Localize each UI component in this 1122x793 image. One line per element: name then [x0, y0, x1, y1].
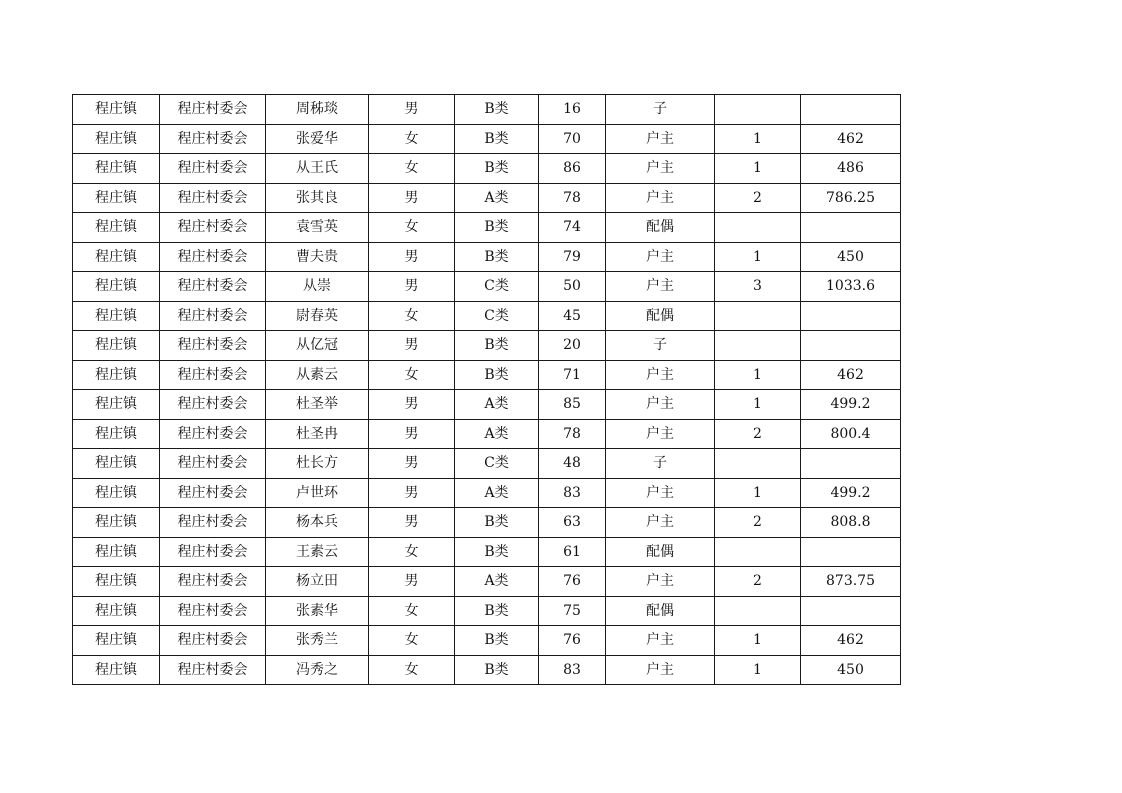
cell-village-committee: 程庄村委会 — [160, 596, 266, 626]
cell-age: 83 — [539, 478, 606, 508]
cell-town: 程庄镇 — [73, 331, 160, 361]
cell-amount — [801, 449, 901, 479]
cell-gender: 女 — [369, 154, 455, 184]
cell-age: 45 — [539, 301, 606, 331]
cell-gender: 女 — [369, 213, 455, 243]
cell-relation: 户主 — [606, 508, 715, 538]
cell-name: 杜长方 — [266, 449, 369, 479]
cell-gender: 女 — [369, 596, 455, 626]
cell-gender: 男 — [369, 331, 455, 361]
cell-household-count: 1 — [715, 154, 801, 184]
cell-age: 70 — [539, 124, 606, 154]
cell-relation: 户主 — [606, 272, 715, 302]
cell-age: 76 — [539, 567, 606, 597]
cell-gender: 女 — [369, 626, 455, 656]
cell-name: 从亿冠 — [266, 331, 369, 361]
table-row — [73, 626, 901, 656]
cell-amount: 486 — [801, 154, 901, 184]
cell-gender: 女 — [369, 360, 455, 390]
cell-household-count — [715, 449, 801, 479]
cell-village-committee: 程庄村委会 — [160, 655, 266, 685]
cell-household-count: 1 — [715, 360, 801, 390]
cell-age: 61 — [539, 537, 606, 567]
cell-village-committee: 程庄村委会 — [160, 360, 266, 390]
cell-village-committee: 程庄村委会 — [160, 390, 266, 420]
cell-household-count — [715, 331, 801, 361]
cell-amount: 450 — [801, 655, 901, 685]
cell-village-committee: 程庄村委会 — [160, 537, 266, 567]
table-body — [73, 95, 901, 685]
cell-relation: 户主 — [606, 626, 715, 656]
cell-town: 程庄镇 — [73, 183, 160, 213]
cell-age: 16 — [539, 95, 606, 125]
cell-category: B类 — [455, 154, 539, 184]
cell-town: 程庄镇 — [73, 95, 160, 125]
cell-name: 张其良 — [266, 183, 369, 213]
table-row — [73, 183, 901, 213]
cell-town: 程庄镇 — [73, 213, 160, 243]
cell-gender: 女 — [369, 537, 455, 567]
cell-village-committee: 程庄村委会 — [160, 449, 266, 479]
cell-household-count — [715, 301, 801, 331]
cell-relation: 户主 — [606, 242, 715, 272]
cell-household-count — [715, 213, 801, 243]
cell-household-count: 1 — [715, 242, 801, 272]
cell-name: 杨立田 — [266, 567, 369, 597]
cell-household-count: 2 — [715, 419, 801, 449]
cell-village-committee: 程庄村委会 — [160, 213, 266, 243]
cell-town: 程庄镇 — [73, 596, 160, 626]
cell-age: 48 — [539, 449, 606, 479]
cell-gender: 男 — [369, 272, 455, 302]
table-row — [73, 154, 901, 184]
cell-age: 74 — [539, 213, 606, 243]
table-row — [73, 331, 901, 361]
cell-household-count — [715, 596, 801, 626]
cell-relation: 子 — [606, 331, 715, 361]
cell-household-count: 1 — [715, 655, 801, 685]
cell-relation: 户主 — [606, 478, 715, 508]
cell-gender: 男 — [369, 390, 455, 420]
cell-gender: 男 — [369, 567, 455, 597]
cell-village-committee: 程庄村委会 — [160, 478, 266, 508]
cell-relation: 户主 — [606, 419, 715, 449]
cell-town: 程庄镇 — [73, 242, 160, 272]
cell-gender: 女 — [369, 124, 455, 154]
cell-amount: 462 — [801, 626, 901, 656]
cell-amount: 800.4 — [801, 419, 901, 449]
cell-town: 程庄镇 — [73, 626, 160, 656]
cell-category: B类 — [455, 213, 539, 243]
cell-amount — [801, 537, 901, 567]
cell-town: 程庄镇 — [73, 154, 160, 184]
cell-relation: 户主 — [606, 655, 715, 685]
cell-relation: 配偶 — [606, 301, 715, 331]
cell-town: 程庄镇 — [73, 124, 160, 154]
cell-category: B类 — [455, 596, 539, 626]
cell-category: A类 — [455, 390, 539, 420]
cell-town: 程庄镇 — [73, 419, 160, 449]
cell-household-count: 2 — [715, 508, 801, 538]
table-row — [73, 213, 901, 243]
cell-amount: 873.75 — [801, 567, 901, 597]
cell-household-count: 1 — [715, 626, 801, 656]
table-row — [73, 95, 901, 125]
cell-amount: 1033.6 — [801, 272, 901, 302]
cell-name: 周秭琰 — [266, 95, 369, 125]
cell-amount: 450 — [801, 242, 901, 272]
cell-household-count: 2 — [715, 567, 801, 597]
cell-amount — [801, 596, 901, 626]
cell-village-committee: 程庄村委会 — [160, 626, 266, 656]
cell-category: B类 — [455, 95, 539, 125]
cell-name: 杜圣举 — [266, 390, 369, 420]
cell-name: 尉春英 — [266, 301, 369, 331]
cell-household-count — [715, 95, 801, 125]
cell-village-committee: 程庄村委会 — [160, 124, 266, 154]
cell-category: B类 — [455, 655, 539, 685]
cell-relation: 户主 — [606, 567, 715, 597]
data-table — [72, 94, 901, 685]
cell-category: B类 — [455, 331, 539, 361]
cell-village-committee: 程庄村委会 — [160, 154, 266, 184]
table-row — [73, 301, 901, 331]
cell-category: C类 — [455, 301, 539, 331]
cell-relation: 配偶 — [606, 537, 715, 567]
cell-category: B类 — [455, 360, 539, 390]
cell-gender: 女 — [369, 301, 455, 331]
cell-category: B类 — [455, 124, 539, 154]
cell-village-committee: 程庄村委会 — [160, 331, 266, 361]
cell-village-committee: 程庄村委会 — [160, 567, 266, 597]
cell-gender: 男 — [369, 95, 455, 125]
cell-town: 程庄镇 — [73, 360, 160, 390]
cell-name: 杨本兵 — [266, 508, 369, 538]
cell-household-count: 3 — [715, 272, 801, 302]
cell-relation: 户主 — [606, 183, 715, 213]
cell-town: 程庄镇 — [73, 567, 160, 597]
cell-relation: 子 — [606, 449, 715, 479]
cell-household-count: 1 — [715, 478, 801, 508]
cell-gender: 女 — [369, 655, 455, 685]
cell-gender: 男 — [369, 508, 455, 538]
cell-name: 袁雪英 — [266, 213, 369, 243]
cell-town: 程庄镇 — [73, 537, 160, 567]
cell-village-committee: 程庄村委会 — [160, 272, 266, 302]
cell-name: 张素华 — [266, 596, 369, 626]
cell-gender: 男 — [369, 242, 455, 272]
cell-gender: 男 — [369, 419, 455, 449]
cell-gender: 男 — [369, 183, 455, 213]
cell-town: 程庄镇 — [73, 301, 160, 331]
table-row — [73, 596, 901, 626]
cell-age: 75 — [539, 596, 606, 626]
cell-village-committee: 程庄村委会 — [160, 301, 266, 331]
cell-amount: 462 — [801, 124, 901, 154]
cell-name: 从素云 — [266, 360, 369, 390]
cell-household-count: 2 — [715, 183, 801, 213]
cell-age: 78 — [539, 183, 606, 213]
cell-relation: 户主 — [606, 390, 715, 420]
cell-name: 杜圣冉 — [266, 419, 369, 449]
cell-amount — [801, 331, 901, 361]
cell-category: B类 — [455, 508, 539, 538]
cell-household-count — [715, 537, 801, 567]
cell-age: 71 — [539, 360, 606, 390]
table-row — [73, 390, 901, 420]
cell-category: C类 — [455, 449, 539, 479]
cell-category: B类 — [455, 537, 539, 567]
cell-village-committee: 程庄村委会 — [160, 508, 266, 538]
cell-age: 79 — [539, 242, 606, 272]
cell-relation: 户主 — [606, 124, 715, 154]
cell-relation: 户主 — [606, 154, 715, 184]
cell-amount — [801, 213, 901, 243]
cell-amount — [801, 95, 901, 125]
cell-amount: 808.8 — [801, 508, 901, 538]
cell-village-committee: 程庄村委会 — [160, 242, 266, 272]
cell-age: 78 — [539, 419, 606, 449]
cell-amount: 499.2 — [801, 390, 901, 420]
cell-age: 50 — [539, 272, 606, 302]
cell-town: 程庄镇 — [73, 478, 160, 508]
cell-age: 85 — [539, 390, 606, 420]
table-row — [73, 567, 901, 597]
cell-relation: 子 — [606, 95, 715, 125]
cell-name: 曹夫贵 — [266, 242, 369, 272]
table-row — [73, 124, 901, 154]
table-row — [73, 449, 901, 479]
cell-relation: 户主 — [606, 360, 715, 390]
cell-village-committee: 程庄村委会 — [160, 95, 266, 125]
table-row — [73, 360, 901, 390]
cell-name: 张爱华 — [266, 124, 369, 154]
cell-category: B类 — [455, 242, 539, 272]
cell-name: 张秀兰 — [266, 626, 369, 656]
cell-town: 程庄镇 — [73, 508, 160, 538]
cell-age: 76 — [539, 626, 606, 656]
cell-village-committee: 程庄村委会 — [160, 183, 266, 213]
table-row — [73, 242, 901, 272]
cell-category: A类 — [455, 567, 539, 597]
cell-age: 63 — [539, 508, 606, 538]
cell-category: A类 — [455, 183, 539, 213]
cell-age: 86 — [539, 154, 606, 184]
cell-household-count: 1 — [715, 124, 801, 154]
cell-name: 王素云 — [266, 537, 369, 567]
cell-village-committee: 程庄村委会 — [160, 419, 266, 449]
cell-name: 卢世环 — [266, 478, 369, 508]
table-row — [73, 478, 901, 508]
cell-category: A类 — [455, 419, 539, 449]
cell-town: 程庄镇 — [73, 272, 160, 302]
cell-name: 从王氏 — [266, 154, 369, 184]
cell-amount: 499.2 — [801, 478, 901, 508]
cell-name: 冯秀之 — [266, 655, 369, 685]
cell-town: 程庄镇 — [73, 655, 160, 685]
cell-relation: 配偶 — [606, 213, 715, 243]
cell-amount: 786.25 — [801, 183, 901, 213]
table-row — [73, 272, 901, 302]
cell-town: 程庄镇 — [73, 449, 160, 479]
cell-category: B类 — [455, 626, 539, 656]
cell-amount — [801, 301, 901, 331]
cell-age: 83 — [539, 655, 606, 685]
cell-household-count: 1 — [715, 390, 801, 420]
cell-relation: 配偶 — [606, 596, 715, 626]
cell-town: 程庄镇 — [73, 390, 160, 420]
cell-gender: 男 — [369, 449, 455, 479]
cell-amount: 462 — [801, 360, 901, 390]
table-row — [73, 508, 901, 538]
table-row — [73, 537, 901, 567]
cell-name: 从崇 — [266, 272, 369, 302]
cell-gender: 男 — [369, 478, 455, 508]
cell-category: C类 — [455, 272, 539, 302]
table-row — [73, 655, 901, 685]
cell-age: 20 — [539, 331, 606, 361]
table-row — [73, 419, 901, 449]
cell-category: A类 — [455, 478, 539, 508]
